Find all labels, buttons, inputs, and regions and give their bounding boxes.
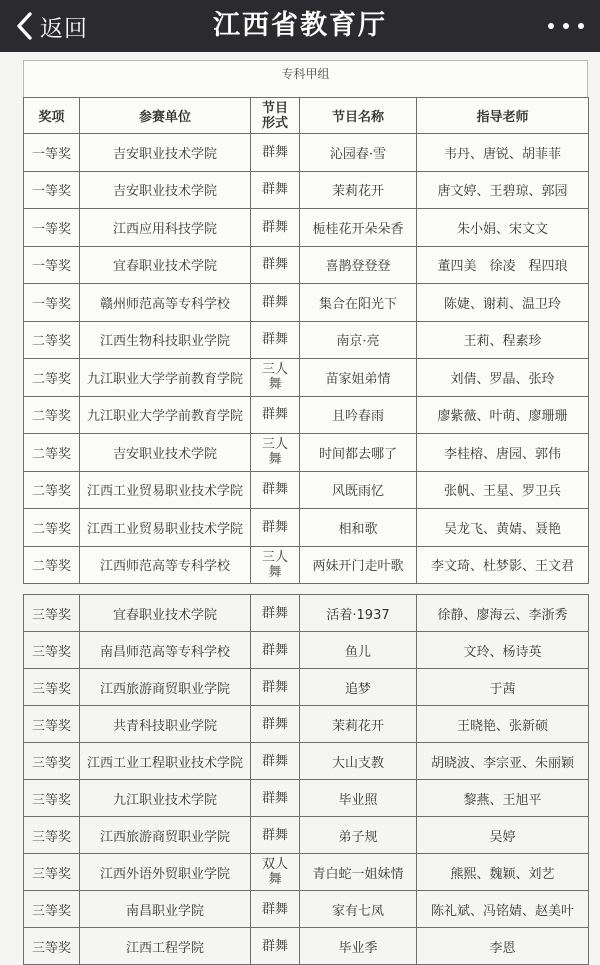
cell-unit: 宜春职业技术学院: [80, 246, 251, 284]
cell-unit: 吉安职业技术学院: [80, 434, 251, 472]
cell-program: 时间都去哪了: [300, 434, 417, 472]
table-row: [24, 706, 589, 743]
cell-form: 群舞: [251, 817, 300, 854]
cell-program: 风既雨忆: [300, 471, 417, 509]
award-table-2-body: [24, 595, 589, 965]
header-award: 奖项: [24, 98, 80, 134]
cell-unit: 江西外语外贸职业学院: [80, 854, 251, 891]
table-row: [24, 546, 589, 584]
award-document: [23, 60, 588, 584]
cell-form: 群舞: [251, 743, 300, 780]
table-row: [24, 854, 589, 891]
cell-unit: 江西师范高等专科学校: [80, 546, 251, 584]
header-form-line2: 形式: [261, 115, 288, 131]
cell-form: 群舞: [251, 632, 300, 669]
cell-award: 三等奖: [24, 780, 80, 817]
cell-teacher: 徐静、廖海云、李浙秀: [417, 595, 589, 632]
cell-program: 活着·1937: [300, 595, 417, 632]
cell-program: 大山支教: [300, 743, 417, 780]
cell-unit: 赣州师范高等专科学校: [80, 284, 251, 322]
cell-form: 群舞: [251, 321, 300, 359]
cell-unit: 江西旅游商贸职业学院: [80, 817, 251, 854]
table-row: [24, 209, 589, 247]
table-row: [24, 359, 589, 397]
page-title: 江西省教育厅: [213, 10, 387, 41]
table-row: [24, 891, 589, 928]
cell-form: 群舞: [251, 509, 300, 547]
cell-unit: 江西工业工程职业技术学院: [80, 743, 251, 780]
table-row: [24, 632, 589, 669]
more-dot-icon: [563, 23, 569, 29]
cell-teacher: 李桂榕、唐园、郭伟: [417, 434, 589, 472]
cell-form: 群舞: [251, 471, 300, 509]
cell-program: 栀桂花开朵朵香: [300, 209, 417, 247]
table-row: [24, 743, 589, 780]
cell-award: 二等奖: [24, 396, 80, 434]
cell-form: 群舞: [251, 134, 300, 172]
cell-award: 三等奖: [24, 706, 80, 743]
cell-unit: 南昌职业学院: [80, 891, 251, 928]
table-row: [24, 396, 589, 434]
cell-teacher: 王晓艳、张新硕: [417, 706, 589, 743]
cell-teacher: 吴龙飞、黄婧、聂艳: [417, 509, 589, 547]
cell-award: 二等奖: [24, 546, 80, 584]
header-unit: 参赛单位: [80, 98, 251, 134]
more-dot-icon: [578, 23, 584, 29]
cell-form: 群舞: [251, 780, 300, 817]
cell-teacher: 朱小娟、宋文文: [417, 209, 589, 247]
cell-award: 一等奖: [24, 171, 80, 209]
award-table-1: [23, 97, 589, 584]
cell-program: 集合在阳光下: [300, 284, 417, 322]
cell-program: 喜鹊登登登: [300, 246, 417, 284]
award-table-2: [23, 594, 589, 965]
cell-program: 家有七凤: [300, 891, 417, 928]
cell-unit: 江西工业贸易职业技术学院: [80, 509, 251, 547]
back-button[interactable]: [14, 8, 88, 44]
cell-award: 二等奖: [24, 471, 80, 509]
cell-program: 南京·亮: [300, 321, 417, 359]
cell-teacher: 李恩: [417, 928, 589, 965]
cell-form: 三人 舞: [251, 359, 300, 397]
cell-teacher: 韦丹、唐锐、胡菲菲: [417, 134, 589, 172]
cell-program: 弟子规: [300, 817, 417, 854]
cell-program: 茉莉花开: [300, 171, 417, 209]
cell-award: 三等奖: [24, 928, 80, 965]
cell-program: 两妹开门走叶歌: [300, 546, 417, 584]
table-row: [24, 134, 589, 172]
cell-unit: 九江职业技术学院: [80, 780, 251, 817]
table-row: [24, 171, 589, 209]
cell-unit: 江西工程学院: [80, 928, 251, 965]
cell-form: 群舞: [251, 706, 300, 743]
cell-unit: 南昌师范高等专科学校: [80, 632, 251, 669]
table-row: [24, 669, 589, 706]
award-table-2-wrapper: [23, 594, 588, 965]
cell-unit: 共青科技职业学院: [80, 706, 251, 743]
cell-award: 一等奖: [24, 284, 80, 322]
cell-unit: 吉安职业技术学院: [80, 171, 251, 209]
cell-teacher: 刘倩、罗晶、张玲: [417, 359, 589, 397]
cell-award: 二等奖: [24, 434, 80, 472]
cell-teacher: 董四美 徐凌 程四琅: [417, 246, 589, 284]
table-row: [24, 509, 589, 547]
cell-unit: 江西生物科技职业学院: [80, 321, 251, 359]
cell-teacher: 唐文婷、王碧琼、郭园: [417, 171, 589, 209]
cell-unit: 九江职业大学学前教育学院: [80, 396, 251, 434]
cell-form: 群舞: [251, 891, 300, 928]
cell-award: 三等奖: [24, 669, 80, 706]
cell-teacher: 廖紫薇、叶萌、廖珊珊: [417, 396, 589, 434]
cell-form: 群舞: [251, 669, 300, 706]
cell-teacher: 张帆、王星、罗卫兵: [417, 471, 589, 509]
cell-teacher: 王莉、程素珍: [417, 321, 589, 359]
cell-teacher: 熊熙、魏颖、刘艺: [417, 854, 589, 891]
cell-teacher: 吴婷: [417, 817, 589, 854]
table-row: [24, 780, 589, 817]
cell-form: 群舞: [251, 171, 300, 209]
cell-award: 二等奖: [24, 359, 80, 397]
more-dot-icon: [548, 23, 554, 29]
table-row: [24, 817, 589, 854]
table-row: [24, 434, 589, 472]
cell-unit: 江西工业贸易职业技术学院: [80, 471, 251, 509]
cell-program: 追梦: [300, 669, 417, 706]
cell-teacher: 黎燕、王旭平: [417, 780, 589, 817]
navigation-bar: [0, 0, 600, 52]
cell-unit: 江西旅游商贸职业学院: [80, 669, 251, 706]
group-title: 专科甲组: [23, 60, 588, 97]
back-label: 返回: [40, 15, 88, 42]
cell-unit: 江西应用科技学院: [80, 209, 251, 247]
cell-program: 沁园春·雪: [300, 134, 417, 172]
cell-program: 且吟春雨: [300, 396, 417, 434]
cell-award: 三等奖: [24, 595, 80, 632]
cell-award: 三等奖: [24, 891, 80, 928]
cell-program: 毕业照: [300, 780, 417, 817]
cell-unit: 宜春职业技术学院: [80, 595, 251, 632]
cell-teacher: 李文琦、杜梦影、王文君: [417, 546, 589, 584]
cell-award: 三等奖: [24, 632, 80, 669]
header-form: [251, 98, 300, 134]
cell-form: 群舞: [251, 284, 300, 322]
cell-form: 群舞: [251, 595, 300, 632]
cell-program: 相和歌: [300, 509, 417, 547]
more-options-button[interactable]: [548, 14, 584, 38]
header-form-line1: 节目: [261, 100, 288, 116]
header-teacher: 指导老师: [417, 98, 589, 134]
cell-unit: 九江职业大学学前教育学院: [80, 359, 251, 397]
cell-form: 群舞: [251, 246, 300, 284]
table-header-row: [24, 98, 589, 134]
cell-unit: 吉安职业技术学院: [80, 134, 251, 172]
cell-program: 鱼儿: [300, 632, 417, 669]
cell-program: 青白蛇一姐妹情: [300, 854, 417, 891]
cell-form: 群舞: [251, 209, 300, 247]
cell-form: 双人 舞: [251, 854, 300, 891]
cell-program: 毕业季: [300, 928, 417, 965]
table-row: [24, 284, 589, 322]
cell-program: 苗家姐弟情: [300, 359, 417, 397]
cell-teacher: 陈礼斌、冯铭婧、赵美叶: [417, 891, 589, 928]
cell-teacher: 胡晓波、李宗亚、朱丽颖: [417, 743, 589, 780]
cell-teacher: 文玲、杨诗英: [417, 632, 589, 669]
award-table-1-body: [24, 134, 589, 584]
cell-program: 茉莉花开: [300, 706, 417, 743]
table-row: [24, 321, 589, 359]
cell-form: 群舞: [251, 928, 300, 965]
cell-form: 群舞: [251, 396, 300, 434]
cell-teacher: 陈婕、谢莉、温卫玲: [417, 284, 589, 322]
cell-award: 一等奖: [24, 209, 80, 247]
cell-award: 一等奖: [24, 246, 80, 284]
cell-award: 三等奖: [24, 817, 80, 854]
cell-award: 三等奖: [24, 743, 80, 780]
cell-form: 三人 舞: [251, 434, 300, 472]
cell-teacher: 于茜: [417, 669, 589, 706]
table-row: [24, 246, 589, 284]
cell-form: 三人 舞: [251, 546, 300, 584]
chevron-left-icon: [14, 8, 36, 44]
cell-award: 二等奖: [24, 509, 80, 547]
cell-award: 二等奖: [24, 321, 80, 359]
cell-award: 一等奖: [24, 134, 80, 172]
header-program: 节目名称: [300, 98, 417, 134]
table-row: [24, 471, 589, 509]
cell-award: 三等奖: [24, 854, 80, 891]
table-row: [24, 595, 589, 632]
